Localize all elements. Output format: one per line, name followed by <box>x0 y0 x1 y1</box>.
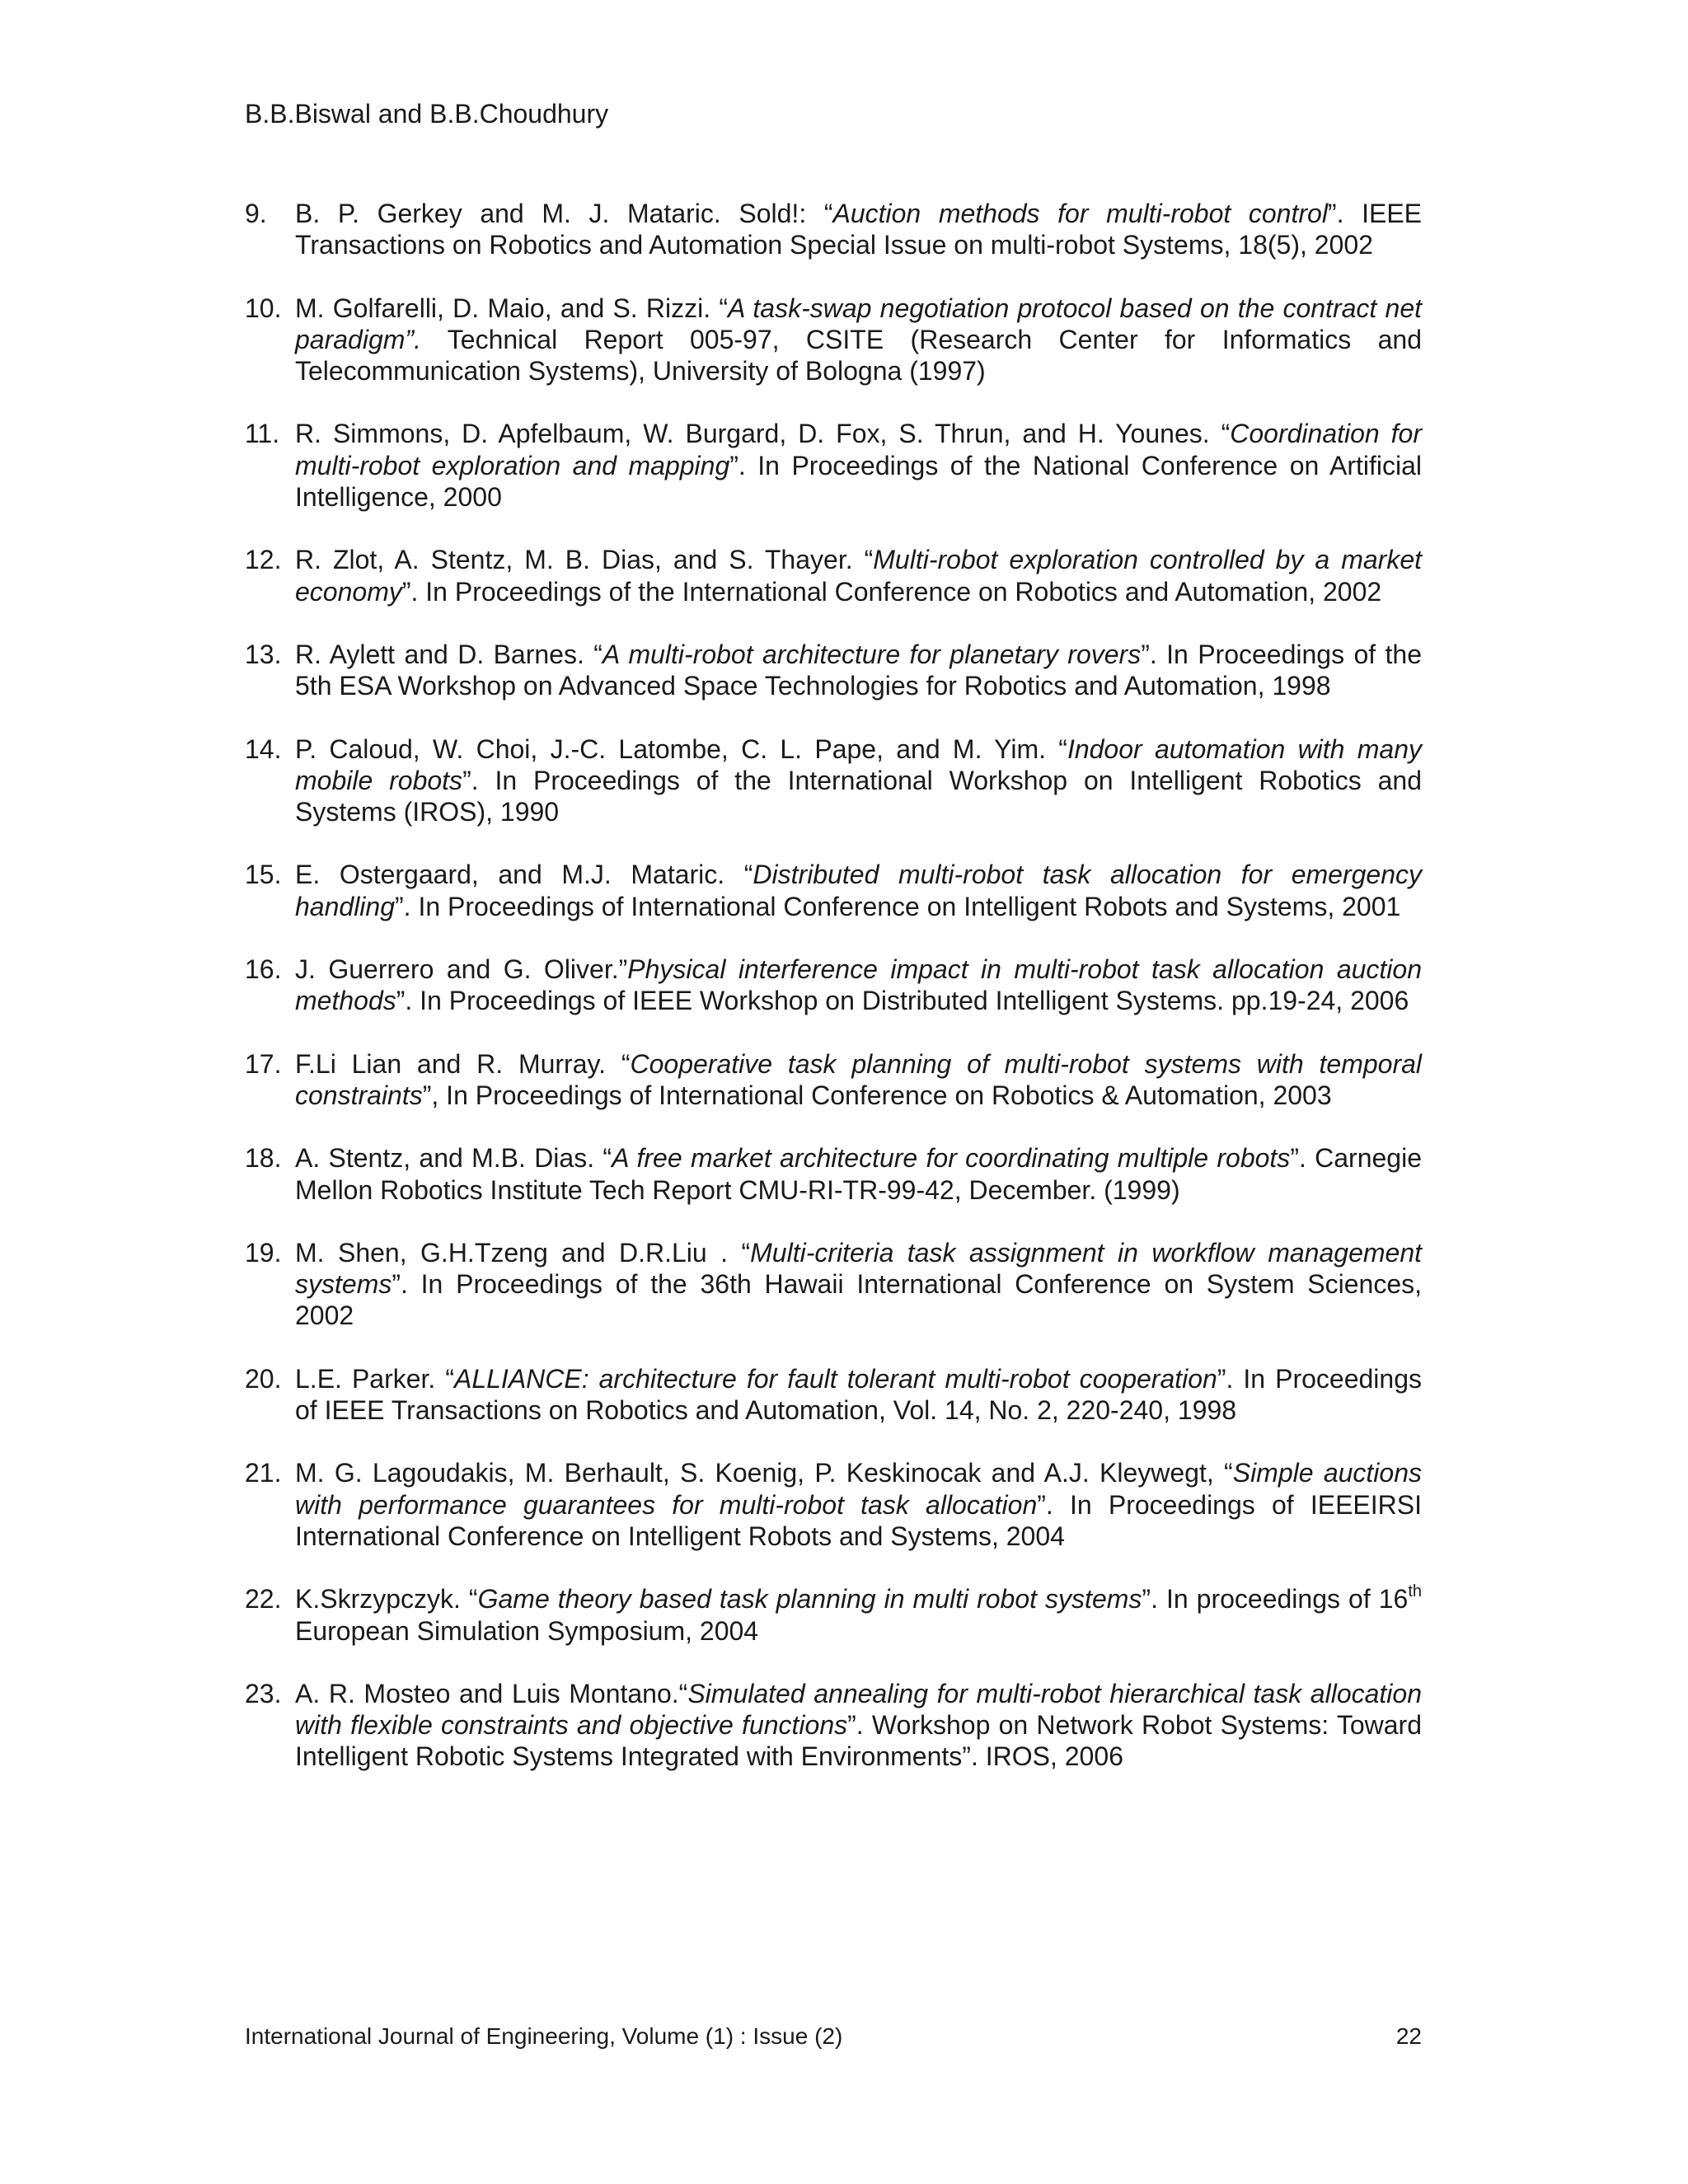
reference-item <box>245 1363 1422 1427</box>
reference-title: Indoor automation with many mobile robots <box>295 733 1423 795</box>
reference-title: ALLIANCE: architecture for fault tolerant multi-robot cooperation <box>453 1363 1217 1394</box>
reference-source: ”. In Proceedings of the National Conference on Artificial Intelligence, 2000 <box>295 450 1423 513</box>
reference-source: ”. In Proceedings of IEEEIRSI International Conference on Intelligent Robots and Systems, 2004 <box>295 1489 1423 1551</box>
reference-number: 15. <box>245 860 282 890</box>
reference-title: Multi-criteria task assignment in workflow management systems <box>295 1237 1423 1300</box>
reference-source: ”. In Proceedings of IEEE Transactions on Robotics and Automation, Vol. 14, No. 2, 220-240, 1998 <box>295 1363 1422 1426</box>
reference-authors: K.Skrzypczyk. “ <box>295 1584 478 1615</box>
reference-item <box>245 954 1422 1017</box>
reference-item <box>245 1237 1422 1332</box>
reference-title: Simple auctions with performance guarantees for multi-robot task allocation <box>295 1458 1423 1520</box>
reference-item <box>245 639 1422 702</box>
reference-number: 21. <box>245 1458 282 1488</box>
reference-item <box>245 293 1422 387</box>
reference-number: 19. <box>245 1237 282 1268</box>
reference-item <box>245 1583 1422 1647</box>
reference-source-continued: European Simulation Symposium, 2004 <box>295 1615 759 1646</box>
reference-source: ”, In Proceedings of International Conference on Robotics & Automation, 2003 <box>422 1080 1332 1110</box>
reference-title: A task-swap negotiation protocol based on the contract net paradigm”. <box>295 293 1423 354</box>
reference-title: Physical interference impact in multi-robot task allocation auction methods <box>295 954 1423 1016</box>
reference-authors: A. R. Mosteo and Luis Montano.“ <box>295 1678 688 1708</box>
page-number: 22 <box>1395 2023 1422 2049</box>
ordinal-superscript: th <box>1408 1582 1423 1601</box>
reference-source: ”. Workshop on Network Robot Systems: Toward Intelligent Robotic Systems Integrated with Environments”. IROS, 2006 <box>295 1710 1423 1772</box>
reference-source: ”. In Proceedings of the 5th ESA Workshop on Advanced Space Technologies for Robotics and Automation, 1998 <box>295 639 1423 701</box>
reference-source: ”. In proceedings of 16 <box>1142 1584 1409 1615</box>
reference-item <box>245 1457 1422 1552</box>
reference-number: 23. <box>245 1678 282 1708</box>
reference-authors: F.Li Lian and R. Murray. “ <box>295 1048 631 1079</box>
reference-title: A free market architecture for coordinating multiple robots <box>612 1143 1291 1174</box>
reference-authors: P. Caloud, W. Choi, J.-C. Latombe, C. L. Pape, and M. Yim. “ <box>295 733 1067 764</box>
reference-source: Technical Report 005-97, CSITE (Research Center for Informatics and Telecommunication Systems), University of Bologna (1997) <box>295 324 1422 387</box>
reference-item <box>245 544 1422 607</box>
reference-title: Cooperative task planning of multi-robot systems with temporal constraints <box>295 1048 1422 1110</box>
reference-title: Multi-robot exploration controlled by a market economy <box>295 545 1423 607</box>
reference-number: 18. <box>245 1143 282 1174</box>
reference-title: Distributed multi-robot task allocation for emergency handling <box>295 860 1422 921</box>
reference-source: ”. In Proceedings of the International Workshop on Intelligent Robotics and Systems (IROS), 1990 <box>295 765 1423 827</box>
reference-authors: L.E. Parker. “ <box>295 1363 454 1394</box>
reference-number: 11. <box>245 419 280 449</box>
reference-title: Simulated annealing for multi-robot hierarchical task allocation with flexible constraints and objective functions <box>295 1678 1423 1741</box>
reference-item <box>245 198 1422 261</box>
reference-number: 17. <box>245 1048 282 1079</box>
reference-item <box>245 1142 1422 1206</box>
reference-authors: E. Ostergaard, and M.J. Mataric. “ <box>295 860 753 890</box>
reference-title: Auction methods for multi-robot control <box>832 199 1328 228</box>
reference-number: 16. <box>245 954 282 985</box>
reference-item <box>245 733 1422 828</box>
reference-number: 20. <box>245 1363 282 1394</box>
reference-item <box>245 1678 1422 1773</box>
reference-authors: A. Stentz, and M.B. Dias. “ <box>295 1143 612 1174</box>
reference-authors: M. Shen, G.H.Tzeng and D.R.Liu . “ <box>295 1237 751 1268</box>
reference-authors: J. Guerrero and G. Oliver.” <box>295 954 628 985</box>
reference-authors: B. P. Gerkey and M. J. Mataric. Sold!: “ <box>295 199 833 228</box>
reference-source: ”. In Proceedings of IEEE Workshop on Distributed Intelligent Systems. pp.19-24, 2006 <box>396 986 1409 1016</box>
reference-source: ”. In Proceedings of the International Conference on Robotics and Automation, 2002 <box>401 576 1382 607</box>
reference-number: 9. <box>245 199 267 228</box>
reference-source: ”. IEEE Transactions on Robotics and Automation Special Issue on multi-robot Systems, 18(5), 2002 <box>295 199 1422 260</box>
reference-source: ”. Carnegie Mellon Robotics Institute Tech Report CMU-RI-TR-99-42, December. (1999) <box>295 1143 1423 1205</box>
reference-item <box>245 859 1422 922</box>
reference-title: A multi-robot architecture for planetary rovers <box>602 639 1142 669</box>
reference-authors: M. Golfarelli, D. Maio, and S. Rizzi. “ <box>295 293 729 323</box>
reference-number: 10. <box>245 293 282 323</box>
reference-number: 13. <box>245 639 282 669</box>
footer-journal-info: International Journal of Engineering, Volume (1) : Issue (2) <box>245 2023 843 2049</box>
reference-number: 14. <box>245 733 282 764</box>
running-header-authors: B.B.Biswal and B.B.Choudhury <box>245 99 609 129</box>
reference-authors: R. Aylett and D. Barnes. “ <box>295 639 603 669</box>
reference-authors: R. Zlot, A. Stentz, M. B. Dias, and S. Thayer. “ <box>295 545 874 575</box>
reference-source: ”. In Proceedings of the 36th Hawaii International Conference on System Sciences, 2002 <box>295 1269 1422 1331</box>
reference-number: 12. <box>245 545 282 575</box>
reference-title: Coordination for multi-robot exploration and mapping <box>295 419 1423 480</box>
reference-number: 22. <box>245 1584 282 1615</box>
reference-item <box>245 1048 1422 1112</box>
reference-item <box>245 418 1422 513</box>
reference-source: ”. In Proceedings of International Conference on Intelligent Robots and Systems, 2001 <box>395 891 1401 921</box>
reference-authors: M. G. Lagoudakis, M. Berhault, S. Koenig, P. Keskinocak and A.J. Kleywegt, “ <box>295 1458 1233 1488</box>
reference-authors: R. Simmons, D. Apfelbaum, W. Burgard, D. Fox, S. Thrun, and H. Younes. “ <box>295 419 1231 449</box>
reference-list <box>245 198 1422 1804</box>
reference-title: Game theory based task planning in multi robot systems <box>477 1584 1142 1615</box>
